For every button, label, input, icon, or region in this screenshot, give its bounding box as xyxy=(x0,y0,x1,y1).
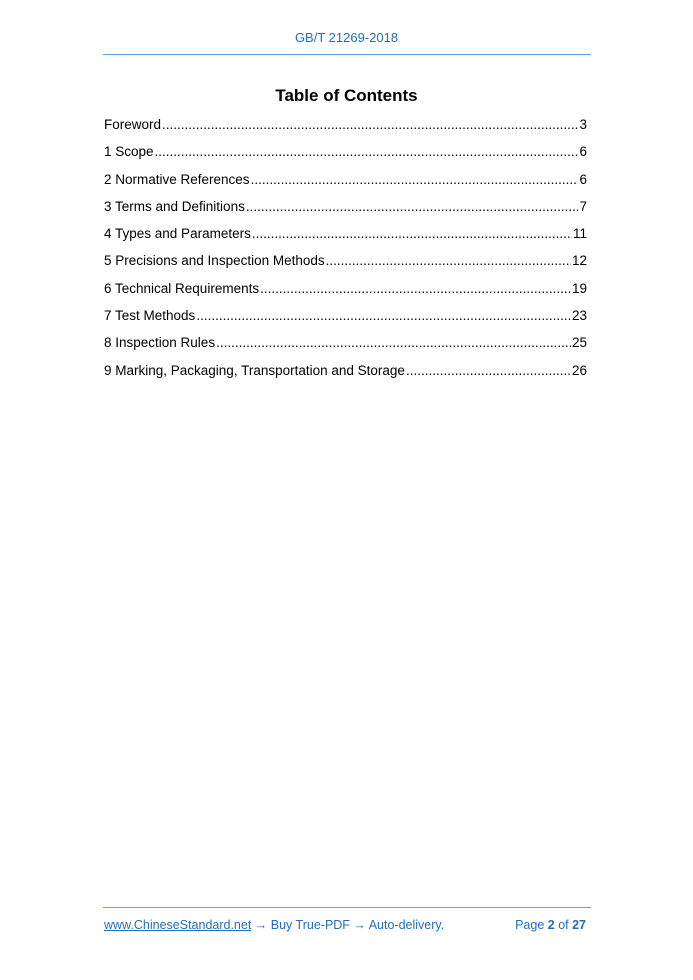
toc-entry-page: 25 xyxy=(571,335,587,351)
toc-leader-dots xyxy=(251,172,579,187)
toc-entry-test-methods[interactable] xyxy=(104,308,587,335)
toc-entry-label: 3 Terms and Definitions xyxy=(104,198,245,214)
site-link[interactable]: www.ChineseStandard.net xyxy=(104,918,252,932)
toc-entry-page: 19 xyxy=(571,280,587,296)
total-pages-number: 27 xyxy=(572,918,586,932)
toc-entry-scope[interactable] xyxy=(104,144,587,171)
toc-entry-terms-definitions[interactable] xyxy=(104,199,587,226)
toc-entry-page: 3 xyxy=(579,117,587,132)
toc-leader-dots xyxy=(155,144,579,159)
toc-entry-page: 7 xyxy=(579,198,587,214)
toc-entry-label: 1 Scope xyxy=(104,144,154,160)
footer-tagline: → Buy True-PDF → Auto-delivery. xyxy=(251,918,445,932)
toc-entry-page: 26 xyxy=(571,362,587,378)
toc-entry-precisions-inspection-methods[interactable] xyxy=(104,253,587,280)
toc-entry-marking-packaging[interactable] xyxy=(104,363,587,390)
toc-title: Table of Contents xyxy=(275,86,418,105)
toc-leader-dots xyxy=(162,117,578,132)
toc-entry-types-parameters[interactable] xyxy=(104,226,587,253)
page-word: Page xyxy=(515,918,548,932)
toc-leader-dots xyxy=(216,335,571,350)
toc-leader-dots xyxy=(252,226,572,241)
toc-entry-technical-requirements[interactable] xyxy=(104,281,587,308)
page-footer xyxy=(104,918,586,932)
current-page-number: 2 xyxy=(547,918,555,932)
toc-entry-normative-references[interactable] xyxy=(104,172,587,199)
toc-leader-dots xyxy=(196,308,571,323)
page-header: GB/T 21269-2018 xyxy=(294,30,399,45)
toc-entry-page: 11 xyxy=(572,226,587,242)
table-of-contents xyxy=(104,117,587,390)
toc-entry-foreword[interactable] xyxy=(104,117,587,144)
toc-leader-dots xyxy=(260,281,571,296)
toc-entry-page: 23 xyxy=(571,308,587,324)
toc-entry-page: 6 xyxy=(579,171,587,187)
toc-entry-label: 6 Technical Requirements xyxy=(104,280,260,296)
footer-divider xyxy=(103,907,591,908)
footer-promo xyxy=(104,918,444,932)
toc-entry-label: 7 Test Methods xyxy=(104,308,196,324)
toc-leader-dots xyxy=(246,199,579,214)
toc-entry-label: Foreword xyxy=(104,117,162,132)
toc-entry-inspection-rules[interactable] xyxy=(104,335,587,362)
toc-leader-dots xyxy=(326,253,571,268)
toc-entry-label: 5 Precisions and Inspection Methods xyxy=(104,253,325,269)
header-divider xyxy=(103,54,591,55)
toc-entry-label: 8 Inspection Rules xyxy=(104,335,216,351)
toc-leader-dots xyxy=(406,363,571,378)
toc-entry-page: 6 xyxy=(579,144,587,160)
page-indicator xyxy=(515,918,586,932)
toc-entry-label: 9 Marking, Packaging, Transportation and Storage xyxy=(104,362,405,378)
of-word: of xyxy=(554,918,573,932)
toc-entry-page: 12 xyxy=(571,253,587,269)
toc-entry-label: 4 Types and Parameters xyxy=(104,226,251,242)
toc-entry-label: 2 Normative References xyxy=(104,171,250,187)
